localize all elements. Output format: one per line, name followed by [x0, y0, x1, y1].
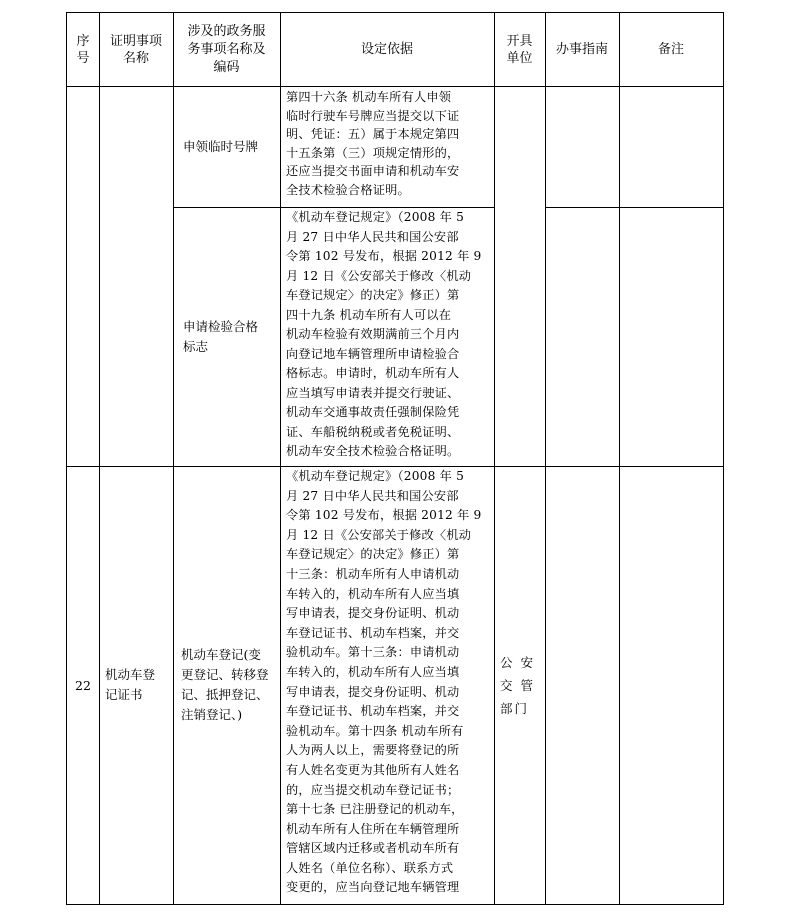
cert-name-cell: 机动车登 记证书: [105, 667, 156, 702]
service-item-cell: 机动车登记(变 更登记、转移登 记、抵押登记、 注销登记、): [181, 647, 269, 722]
row-divider: [545, 207, 723, 208]
service-item-cell: 申领临时号牌: [183, 138, 259, 154]
basis-cell: 《机动车登记规定》（2008 年 5 月 27 日中华人民共和国公安部 令第 102 号发布，根据 2012 年 9 月 12 日《公安部关于修改〈机动 车登记规定〉的决定》修正）第 十三条：机动车所有人申请机动 车转入的，机动车所有人应当填 写申请表，提交身份证明、机动 车登记证书、机动车档案，并交 验机动车。第十三条：申请机动 车转入的，机动车所有人应当填 写申请表，提交身份证明、机动 车登记证书、机动车档案，并交 验机动车。第十四条 机动车所有 人为两人以上，需要将登记的所 有人姓名变更为其他所有人姓名 的，应当提交机动车登记证书； 第十七条 已注册登记的机动车， 机动车所有人住所在车辆管理所 管辖区域内迁移或者机动车所有 人姓名（单位名称）、联系方式 变更的，应当向登记地车辆管理: [286, 469, 482, 895]
header-guide: 办事指南: [555, 42, 608, 57]
header-remark: 备注: [657, 42, 684, 57]
header-basis: 设定依据: [360, 42, 413, 57]
col-divider: [545, 13, 546, 904]
basis-cell: 《机动车登记规定》（2008 年 5 月 27 日中华人民共和国公安部 令第 102 号发布，根据 2012 年 9 月 12 日《公安部关于修改〈机动 车登记规定〉的决定》修正）第 四十九条 机动车所有人可以在 机动车检验有效期满前三个月内 向登记地车辆管理所申请检验合 格标志。申请时，机动车所有人 应当填写申请表并提交行驶证、 机动车交通事故责任强制保险凭 证、车船税纳税或者免税证明、 机动车安全技术检验合格证明。: [286, 210, 482, 458]
header-issuer: 开具 单位: [506, 33, 533, 66]
basis-cell: 第四十六条 机动车所有人申领 临时行驶车号牌应当提交以下证 明、凭证：五）属于本规定第四 十五条第（三）项规定情形的， 还应当提交书面申请和机动车安 全技术检验合格证明。: [286, 90, 460, 197]
header-cert-name: 证明事项 名称: [109, 33, 162, 66]
header-seq: 序 号: [76, 33, 90, 66]
col-divider: [619, 13, 620, 904]
service-item-cell: 申请检验合格 标志: [183, 318, 259, 354]
certificate-table: [66, 12, 724, 905]
header-service-item: 涉及的政务服 务事项名称及 编码: [187, 23, 266, 75]
seq-cell: 22: [75, 677, 91, 693]
issuer-cell: 公 安 交 管 部门: [500, 654, 535, 716]
